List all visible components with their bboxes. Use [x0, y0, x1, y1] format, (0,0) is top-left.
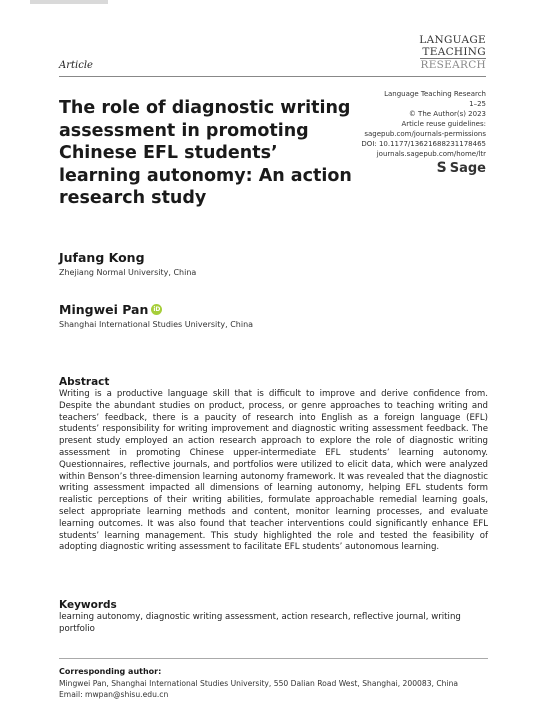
- meta-copyright: © The Author(s) 2023: [408, 110, 486, 118]
- keywords-section: [59, 599, 488, 636]
- author-name: Mingwei Pan: [59, 302, 149, 317]
- keywords-heading: Keywords: [59, 599, 117, 611]
- sage-s-icon: S: [436, 160, 447, 176]
- header-divider: [59, 76, 486, 77]
- journal-logo: [419, 34, 486, 71]
- corresponding-label: Corresponding author:: [59, 667, 162, 676]
- corresponding-address: Mingwei Pan, Shanghai International Studies University, 550 Dalian Road West, Shanghai, 200083, China: [59, 679, 459, 688]
- journal-logo-line-2: TEACHING: [422, 46, 486, 58]
- publisher-logo: [437, 160, 486, 176]
- author-2: [59, 302, 253, 329]
- paper-title: The role of diagnostic writing assessment in promoting Chinese EFL students’ learning autonomy: An action research study: [59, 98, 352, 208]
- abstract-section: [59, 376, 488, 554]
- corresponding-email[interactable]: Email: mwpan@shisu.edu.cn: [59, 690, 169, 699]
- meta-doi-link[interactable]: DOI: 10.1177/13621688231178465: [361, 140, 486, 148]
- author-affiliation: Zhejiang Normal University, China: [59, 268, 197, 277]
- author-name: Jufang Kong: [59, 250, 145, 265]
- journal-logo-line-3: RESEARCH: [420, 59, 486, 71]
- meta-reuse: Article reuse guidelines:: [401, 120, 486, 128]
- footer-divider: [59, 658, 488, 659]
- journal-logo-line-1: LANGUAGE: [419, 34, 486, 46]
- meta-permissions-link[interactable]: sagepub.com/journals-permissions: [364, 130, 486, 138]
- publication-meta: [361, 89, 486, 159]
- article-type-label: Article: [59, 60, 93, 71]
- abstract-heading: Abstract: [59, 376, 110, 388]
- publisher-name: Sage: [449, 160, 486, 176]
- meta-homepage-link[interactable]: journals.sagepub.com/home/ltr: [376, 150, 486, 158]
- top-bar: [30, 0, 108, 4]
- abstract-text: Writing is a productive language skill that is difficult to improve and derive confidence from. Despite the abundant studies on product, process, or genre approaches to teaching writing and teachers’ feedback, there is a paucity of research into English as a foreign language (EFL) students’ responsibility for writing improvement and diagnostic writing assessment feedback. The present study employed an action research approach to explore the role of diagnostic writing assessment in promoting Chinese upper-intermediate EFL students’ learning autonomy. Questionnaires, reflective journals, and portfolios were utilized to elicit data, which were analyzed within Benson’s three-dimension learning autonomy framework. It was revealed that the diagnostic writing assessment impacted all dimensions of learning autonomy, helping EFL students form realistic perceptions of their writing abilities, formulate approachable remedial learning goals, select appropriate learning methods and content, monitor learning processes, and evaluate learning outcomes. It was also found that teacher interventions could significantly enhance EFL students’ learning management. This study highlighted the role and tested the feasibility of adopting diagnostic writing assessment to facilitate EFL students’ autonomous learning.: [59, 389, 488, 553]
- keywords-text: learning autonomy, diagnostic writing assessment, action research, reflective journal, writing portfolio: [59, 612, 461, 634]
- author-affiliation: Shanghai International Studies University, China: [59, 320, 254, 329]
- orcid-icon[interactable]: iD: [153, 306, 161, 313]
- corresponding-author: [59, 667, 499, 700]
- meta-journal: Language Teaching Research: [384, 90, 486, 98]
- meta-pages: 1–25: [469, 100, 486, 108]
- author-1: [59, 250, 196, 277]
